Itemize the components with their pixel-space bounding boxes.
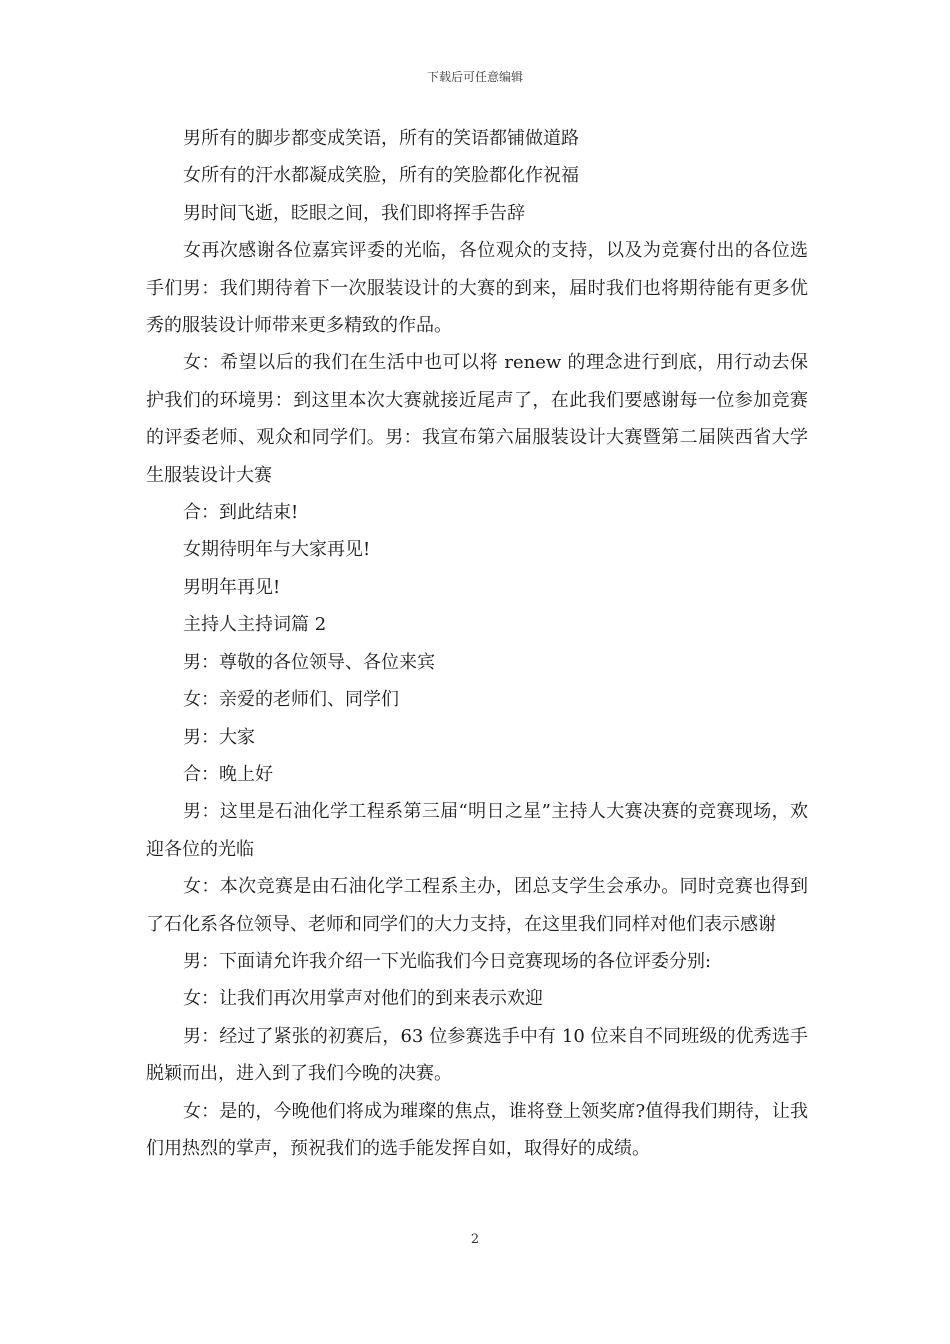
paragraph: 女：是的，今晚他们将成为璀璨的焦点，谁将登上领奖席?值得我们期待，让我们用热烈的掌声，预祝我们的选手能发挥自如，取得好的成绩。 — [146, 1100, 808, 1159]
document-body — [146, 120, 808, 1167]
paragraph: 男：尊敬的各位领导、各位来宾 — [183, 651, 435, 673]
paragraph: 女期待明年与大家再见! — [183, 539, 371, 561]
paragraph: 女：本次竞赛是由石油化学工程系主办，团总支学生会承办。同时竞赛也得到了石化系各位领导、老师和同学们的大力支持，在这里我们同样对他们表示感谢 — [146, 876, 808, 935]
paragraph: 女所有的汗水都凝成笑脸，所有的笑脸都化作祝福 — [183, 165, 579, 187]
paragraph: 女：希望以后的我们在生活中也可以将 renew 的理念进行到底，用行动去保护我们的环境男：到这里本次大赛就接近尾声了，在此我们要感谢每一位参加竞赛的评委老师、观众和同学们。男：我宣布第六届服装设计大赛暨第二届陕西省大学生服装设计大赛 — [146, 352, 808, 486]
paragraph: 合：到此结束! — [183, 502, 299, 524]
paragraph: 女：亲爱的老师们、同学们 — [183, 689, 399, 711]
paragraph: 男：大家 — [183, 726, 255, 748]
section-title: 主持人主持词篇 2 — [183, 614, 327, 636]
paragraph: 男明年再见! — [183, 576, 281, 598]
paragraph: 男：这里是石油化学工程系第三届“明日之星”主持人大赛决赛的竞赛现场，欢迎各位的光临 — [146, 801, 808, 860]
paragraph: 男所有的脚步都变成笑语，所有的笑语都铺做道路 — [183, 128, 579, 149]
paragraph: 女：让我们再次用掌声对他们的到来表示欢迎 — [183, 988, 543, 1010]
page-header: 下载后可任意编辑 — [426, 70, 523, 84]
paragraph: 男时间飞逝，眨眼之间，我们即将挥手告辞 — [183, 202, 525, 224]
paragraph: 男：经过了紧张的初赛后，63 位参赛选手中有 10 位来自不同班级的优秀选手脱颖而出，进入到了我们今晚的决赛。 — [146, 1025, 808, 1085]
paragraph: 女再次感谢各位嘉宾评委的光临，各位观众的支持，以及为竞赛付出的各位选手们男：我们期待着下一次服装设计的大赛的到来，届时我们也将期待能有更多优秀的服装设计师带来更多精致的作品。 — [146, 240, 808, 337]
paragraph: 合：晚上好 — [183, 763, 273, 785]
page-number: 2 — [470, 1232, 480, 1247]
paragraph: 男：下面请允许我介绍一下光临我们今日竞赛现场的各位评委分别: — [183, 950, 712, 972]
